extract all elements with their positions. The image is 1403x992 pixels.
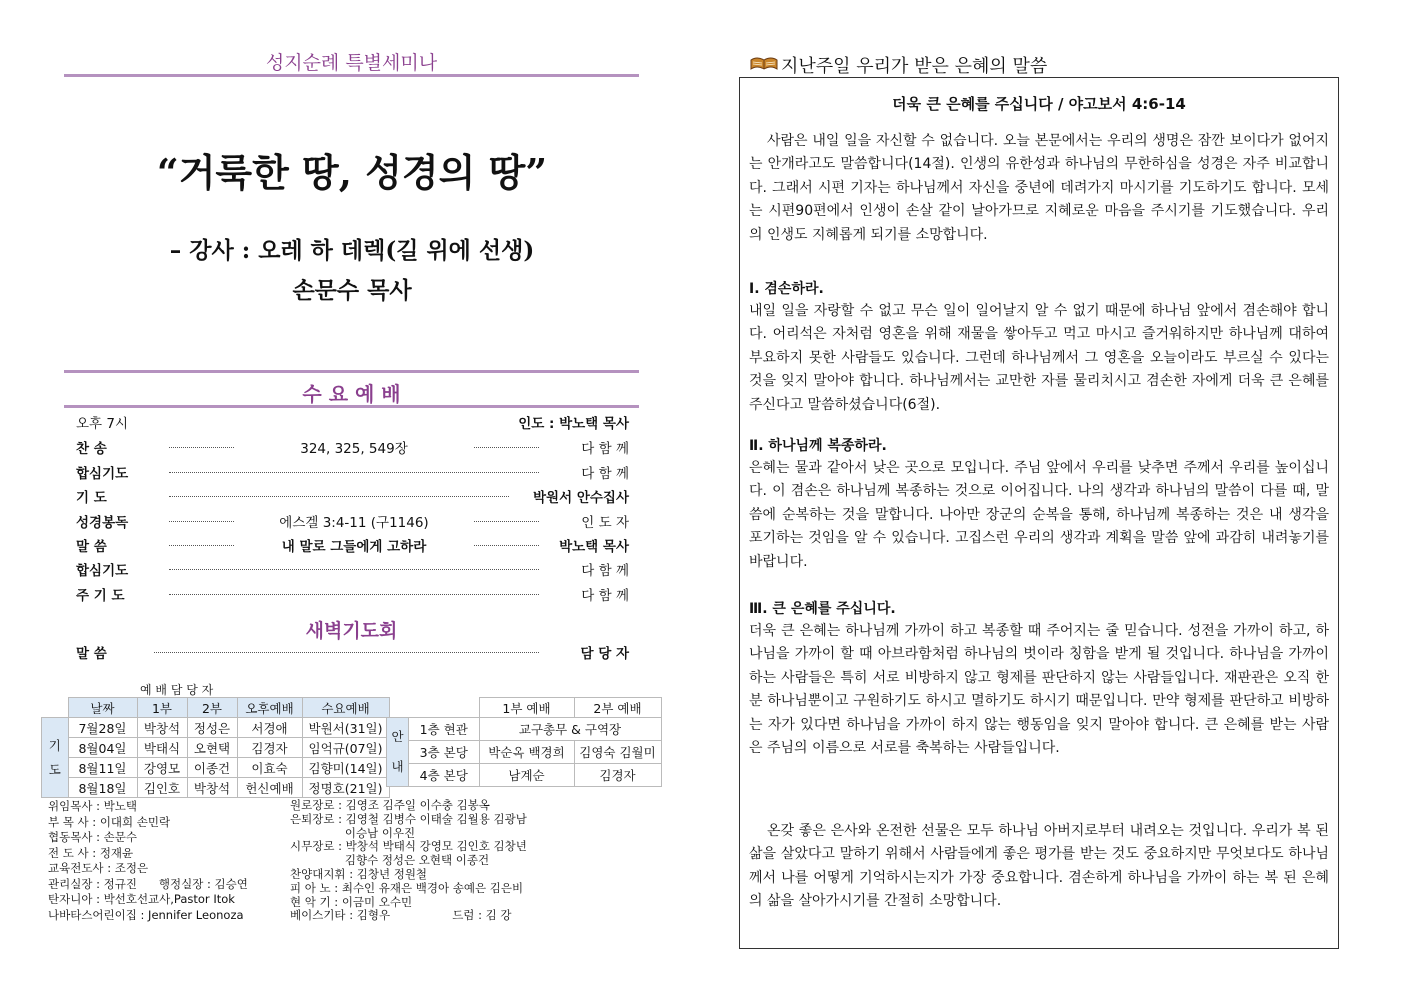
staff-line: 시무장로 : 박창석 박태식 강영모 김인호 김창년 — [290, 839, 527, 854]
guide-header: 1부 예배 — [479, 698, 574, 718]
staff-line: 전 도 사 : 정재윤 — [48, 845, 134, 860]
leader-dots — [154, 652, 539, 653]
staff-line: 탄자니아 : 박선호선교사,Pastor Itok — [48, 892, 235, 906]
wednesday-leader: 인도 : 박노택 목사 — [518, 416, 629, 432]
staff-right — [290, 799, 527, 923]
staff-line: 베이스기타 : 김형우 드럼 : 김 강 — [290, 908, 512, 923]
service-label: 합심기도 — [76, 466, 129, 482]
point-1-body: 내일 일을 자랑할 수 없고 무슨 일이 일어날지 알 수 없기 때문에 하나님 앞에서 겸손해야 합니다. 어리석은 자처럼 영혼을 위해 재물을 쌓아두고 먹고 마시고 즐거워하지만 하나님께 대하여 부요하지 못한 사람들도 있습니다. 그런데 하나님께서 그 영혼을 오늘이라도 부르실 수 있다는 것을 잊지 말아야 합니다. 하나님께서는 교만한 자를 물리치시고 겸손한 자에게 더욱 큰 은혜를 주신다고 말씀하셨습니다(6절). — [749, 303, 1329, 413]
leader-dots — [474, 521, 539, 522]
leader-dots — [169, 521, 234, 522]
point-2-heading: Ⅱ. 하나님께 복종하라. — [749, 438, 887, 454]
duty-cell: 박창석 — [137, 718, 187, 738]
leader-dots — [474, 447, 539, 448]
service-label: 기 도 — [76, 490, 107, 506]
service-person: 인 도 자 — [581, 515, 629, 531]
duty-header: 1부 — [137, 698, 187, 718]
service-label: 성경봉독 — [76, 515, 129, 531]
service-row-lords-prayer — [64, 584, 639, 606]
bible-icon — [749, 54, 779, 72]
guide-header: 2부 예배 — [574, 698, 661, 718]
service-label: 말 씀 — [76, 539, 107, 555]
duty-cell: 박원서(31일) — [302, 718, 389, 738]
duty-cell: 정명호(21일) — [302, 778, 389, 798]
service-label: 합심기도 — [76, 563, 129, 579]
duty-title: 예 배 담 당 자 — [140, 683, 214, 697]
duty-cell: 박창석 — [187, 778, 237, 798]
guide-cell: 박순옥 백경희 — [479, 741, 574, 764]
duty-cell: 서경애 — [237, 718, 302, 738]
staff-line: 위임목사 : 박노택 — [48, 799, 137, 813]
guide-table — [386, 697, 662, 787]
staff-line: 찬양대지휘 : 김창년 정원철 — [290, 866, 428, 881]
service-label: 주 기 도 — [76, 588, 125, 604]
duty-cell: 정성은 — [187, 718, 237, 738]
point-3-body: 더욱 큰 은혜는 하나님께 가까이 하고 복종할 때 주어지는 줄 믿습니다. 성전을 가까이 하고, 하나님을 가까이 할 때 아브라함처럼 하나님의 벗이라 칭함을 받게 될 것입니다. 하나님을 가까이 하는 사람들은 특히 서로 비방하지 않고 형제를 판단하지 않는 사람들입니다. 재판관은 오직 한 분 하나님뿐이고 구원하기도 하시고 멸하기도 하시기 때문입니다. 만약 형제를 판단하고 비방하는 자가 있다면 하나님을 가까이 하지 않는 행동임을 잊지 말아야 합니다. 큰 은혜를 받는 사람은 주님의 이름으로 서로를 축복하는 사람들입니다. — [749, 623, 1329, 757]
service-person: 다 함 께 — [581, 441, 629, 457]
duty-cell: 김인호 — [137, 778, 187, 798]
staff-line: 김향수 정성은 오현택 이종건 — [290, 853, 490, 868]
point-1-heading: Ⅰ. 겸손하라. — [749, 281, 824, 297]
service-row-dawn — [64, 642, 639, 664]
service-person: 박노택 목사 — [559, 539, 629, 555]
service-person: 다 함 께 — [581, 466, 629, 482]
staff-line: 피 아 노 : 최수인 유재은 백경아 송예은 김은비 — [290, 880, 524, 895]
guide-place: 1층 현관 — [409, 718, 480, 741]
leader-dots — [474, 545, 539, 546]
duty-cell: 7월28일 — [68, 718, 137, 738]
service-detail: 324, 325, 549장 — [300, 441, 408, 457]
duty-cell: 김경자 — [237, 738, 302, 758]
duty-cell: 8월18일 — [68, 778, 137, 798]
service-row-prayer — [64, 462, 639, 484]
service-person: 담 당 자 — [580, 646, 629, 662]
duty-cell: 강영모 — [137, 758, 187, 778]
duty-header: 수요예배 — [302, 698, 389, 718]
duty-cell: 이효숙 — [237, 758, 302, 778]
guide-cell: 남계순 — [479, 764, 574, 787]
service-label: 찬 송 — [76, 441, 107, 457]
guide-side-label: 안내 — [387, 718, 409, 787]
service-row-pray — [64, 486, 639, 508]
service-row-sermon — [64, 535, 639, 557]
staff-line: 이승남 이우진 — [290, 825, 416, 840]
staff-line: 교육전도사 : 조정은 — [48, 861, 149, 875]
duty-cell: 김향미(14일) — [302, 758, 389, 778]
duty-cell: 임억규(07일) — [302, 738, 389, 758]
duty-header: 날짜 — [68, 698, 137, 718]
pastor-name: 손문수 목사 — [292, 277, 412, 304]
wednesday-top-divider — [64, 370, 639, 373]
duty-cell: 8월04일 — [68, 738, 137, 758]
service-detail: 내 말로 그들에게 고하라 — [281, 539, 427, 555]
seminar-title: 성지순례 특별세미나 — [265, 52, 438, 74]
lecturer-line: – 강사 : 오레 하 데렉(길 위에 선생) — [169, 237, 535, 264]
service-row-scripture — [64, 511, 639, 533]
service-person: 박원서 안수집사 — [533, 490, 629, 506]
staff-line: 현 악 기 : 이금미 오수민 — [290, 894, 413, 909]
sermon-intro: 사람은 내일 일을 자신할 수 없습니다. 오늘 본문에서는 우리의 생명은 잠깐 보이다가 없어지는 안개라고도 말씀합니다(14절). 인생의 유한성과 하나님의 무한하심을 성경은 자주 비교합니다. 그래서 시편 기자는 하나님께서 자신을 중년에 데려가지 마시기를 기도하기도 합니다. 모세는 시편90편에서 인생이 손살 같이 날아가므로 지혜로운 마음을 주시기를 기도했습니다. 우리의 인생도 지혜롭게 되기를 소망합니다. — [749, 133, 1329, 243]
wednesday-bottom-divider — [64, 405, 639, 408]
sermon-title: 더욱 큰 은혜를 주십니다 / 야고보서 4:6-14 — [892, 95, 1186, 113]
staff-line: 협동목사 : 손문수 — [48, 830, 137, 844]
leader-dots — [169, 447, 234, 448]
service-row-prayer-2 — [64, 559, 639, 581]
wednesday-time: 오후 7시 — [76, 416, 129, 432]
guide-cell: 교구총무 & 구역장 — [479, 718, 661, 741]
duty-header: 오후예배 — [237, 698, 302, 718]
guide-place: 4층 본당 — [409, 764, 480, 787]
duty-cell: 헌신예배 — [237, 778, 302, 798]
staff-line: 원로장로 : 김영조 김주일 이수충 김봉옥 — [290, 798, 490, 812]
main-title: “거룩한 땅, 성경의 땅” — [156, 150, 548, 195]
leader-dots — [169, 545, 234, 546]
service-person: 다 함 께 — [581, 588, 629, 604]
duty-cell: 오현택 — [187, 738, 237, 758]
duty-cell: 박태식 — [137, 738, 187, 758]
point-2-body: 은혜는 물과 같아서 낮은 곳으로 모입니다. 주님 앞에서 우리를 낮추면 주께서 우리를 높이십니다. 이 겸손은 하나님께 복종하는 것으로 이어집니다. 나의 생각과 하나님의 말씀이 다를 때, 말씀에 순복하는 것을 말합니다. 나아만 장군의 순복을 통해, 하나님께 복종하는 것은 내 생각을 포기하는 것임을 알 수 있습니다. 고집스런 우리의 생각과 계획을 말씀 앞에 과감히 내려놓기를 바랍니다. — [749, 460, 1329, 570]
duty-header: 2부 — [187, 698, 237, 718]
guide-cell: 김경자 — [574, 764, 661, 787]
leader-dots — [169, 594, 539, 595]
staff-line: 나바타스어린이집 : Jennifer Leonoza — [48, 907, 244, 922]
service-row-hymn — [64, 437, 639, 459]
dawn-title: 새벽기도회 — [305, 620, 398, 642]
duty-cell: 이종건 — [187, 758, 237, 778]
staff-left — [48, 799, 248, 923]
sermon-closing: 온갖 좋은 은사와 온전한 선물은 모두 하나님 아버지로부터 내려오는 것입니다. 우리가 복 된 삶을 살았다고 말하기 위해서 사람들에게 좋은 평가를 받는 것도 중요하지만 무엇보다도 하나님께서 나를 어떻게 기억하시는지가 가장 중요합니다. 겸손하게 하나님을 가까이 하는 복 된 은혜의 삶을 살아가시기를 간절히 소망합니다. — [749, 823, 1329, 910]
point-3-heading: Ⅲ. 큰 은혜를 주십니다. — [749, 601, 896, 617]
leader-dots — [169, 569, 539, 570]
right-section-title: 지난주일 우리가 받은 은혜의 말씀 — [781, 56, 1048, 77]
leader-dots — [169, 472, 539, 473]
staff-line: 은퇴장로 : 김영철 김병수 이태술 김월용 김광남 — [290, 811, 527, 826]
service-detail: 에스겔 3:4-11 (구1146) — [279, 515, 429, 531]
duty-table — [41, 697, 390, 798]
staff-line: 관리실장 : 정규진 행정실장 : 김승연 — [48, 876, 248, 891]
service-person: 다 함 께 — [581, 563, 629, 579]
duty-cell: 8월11일 — [68, 758, 137, 778]
leader-dots — [169, 496, 509, 497]
guide-cell: 김영숙 김월미 — [574, 741, 661, 764]
seminar-divider — [64, 74, 639, 77]
duty-side-label: 기도 — [42, 718, 69, 798]
staff-line: 부 목 사 : 이대희 손민락 — [48, 814, 171, 829]
service-label: 말 씀 — [76, 646, 107, 662]
guide-place: 3층 본당 — [409, 741, 480, 764]
wednesday-title: 수 요 예 배 — [302, 382, 401, 406]
